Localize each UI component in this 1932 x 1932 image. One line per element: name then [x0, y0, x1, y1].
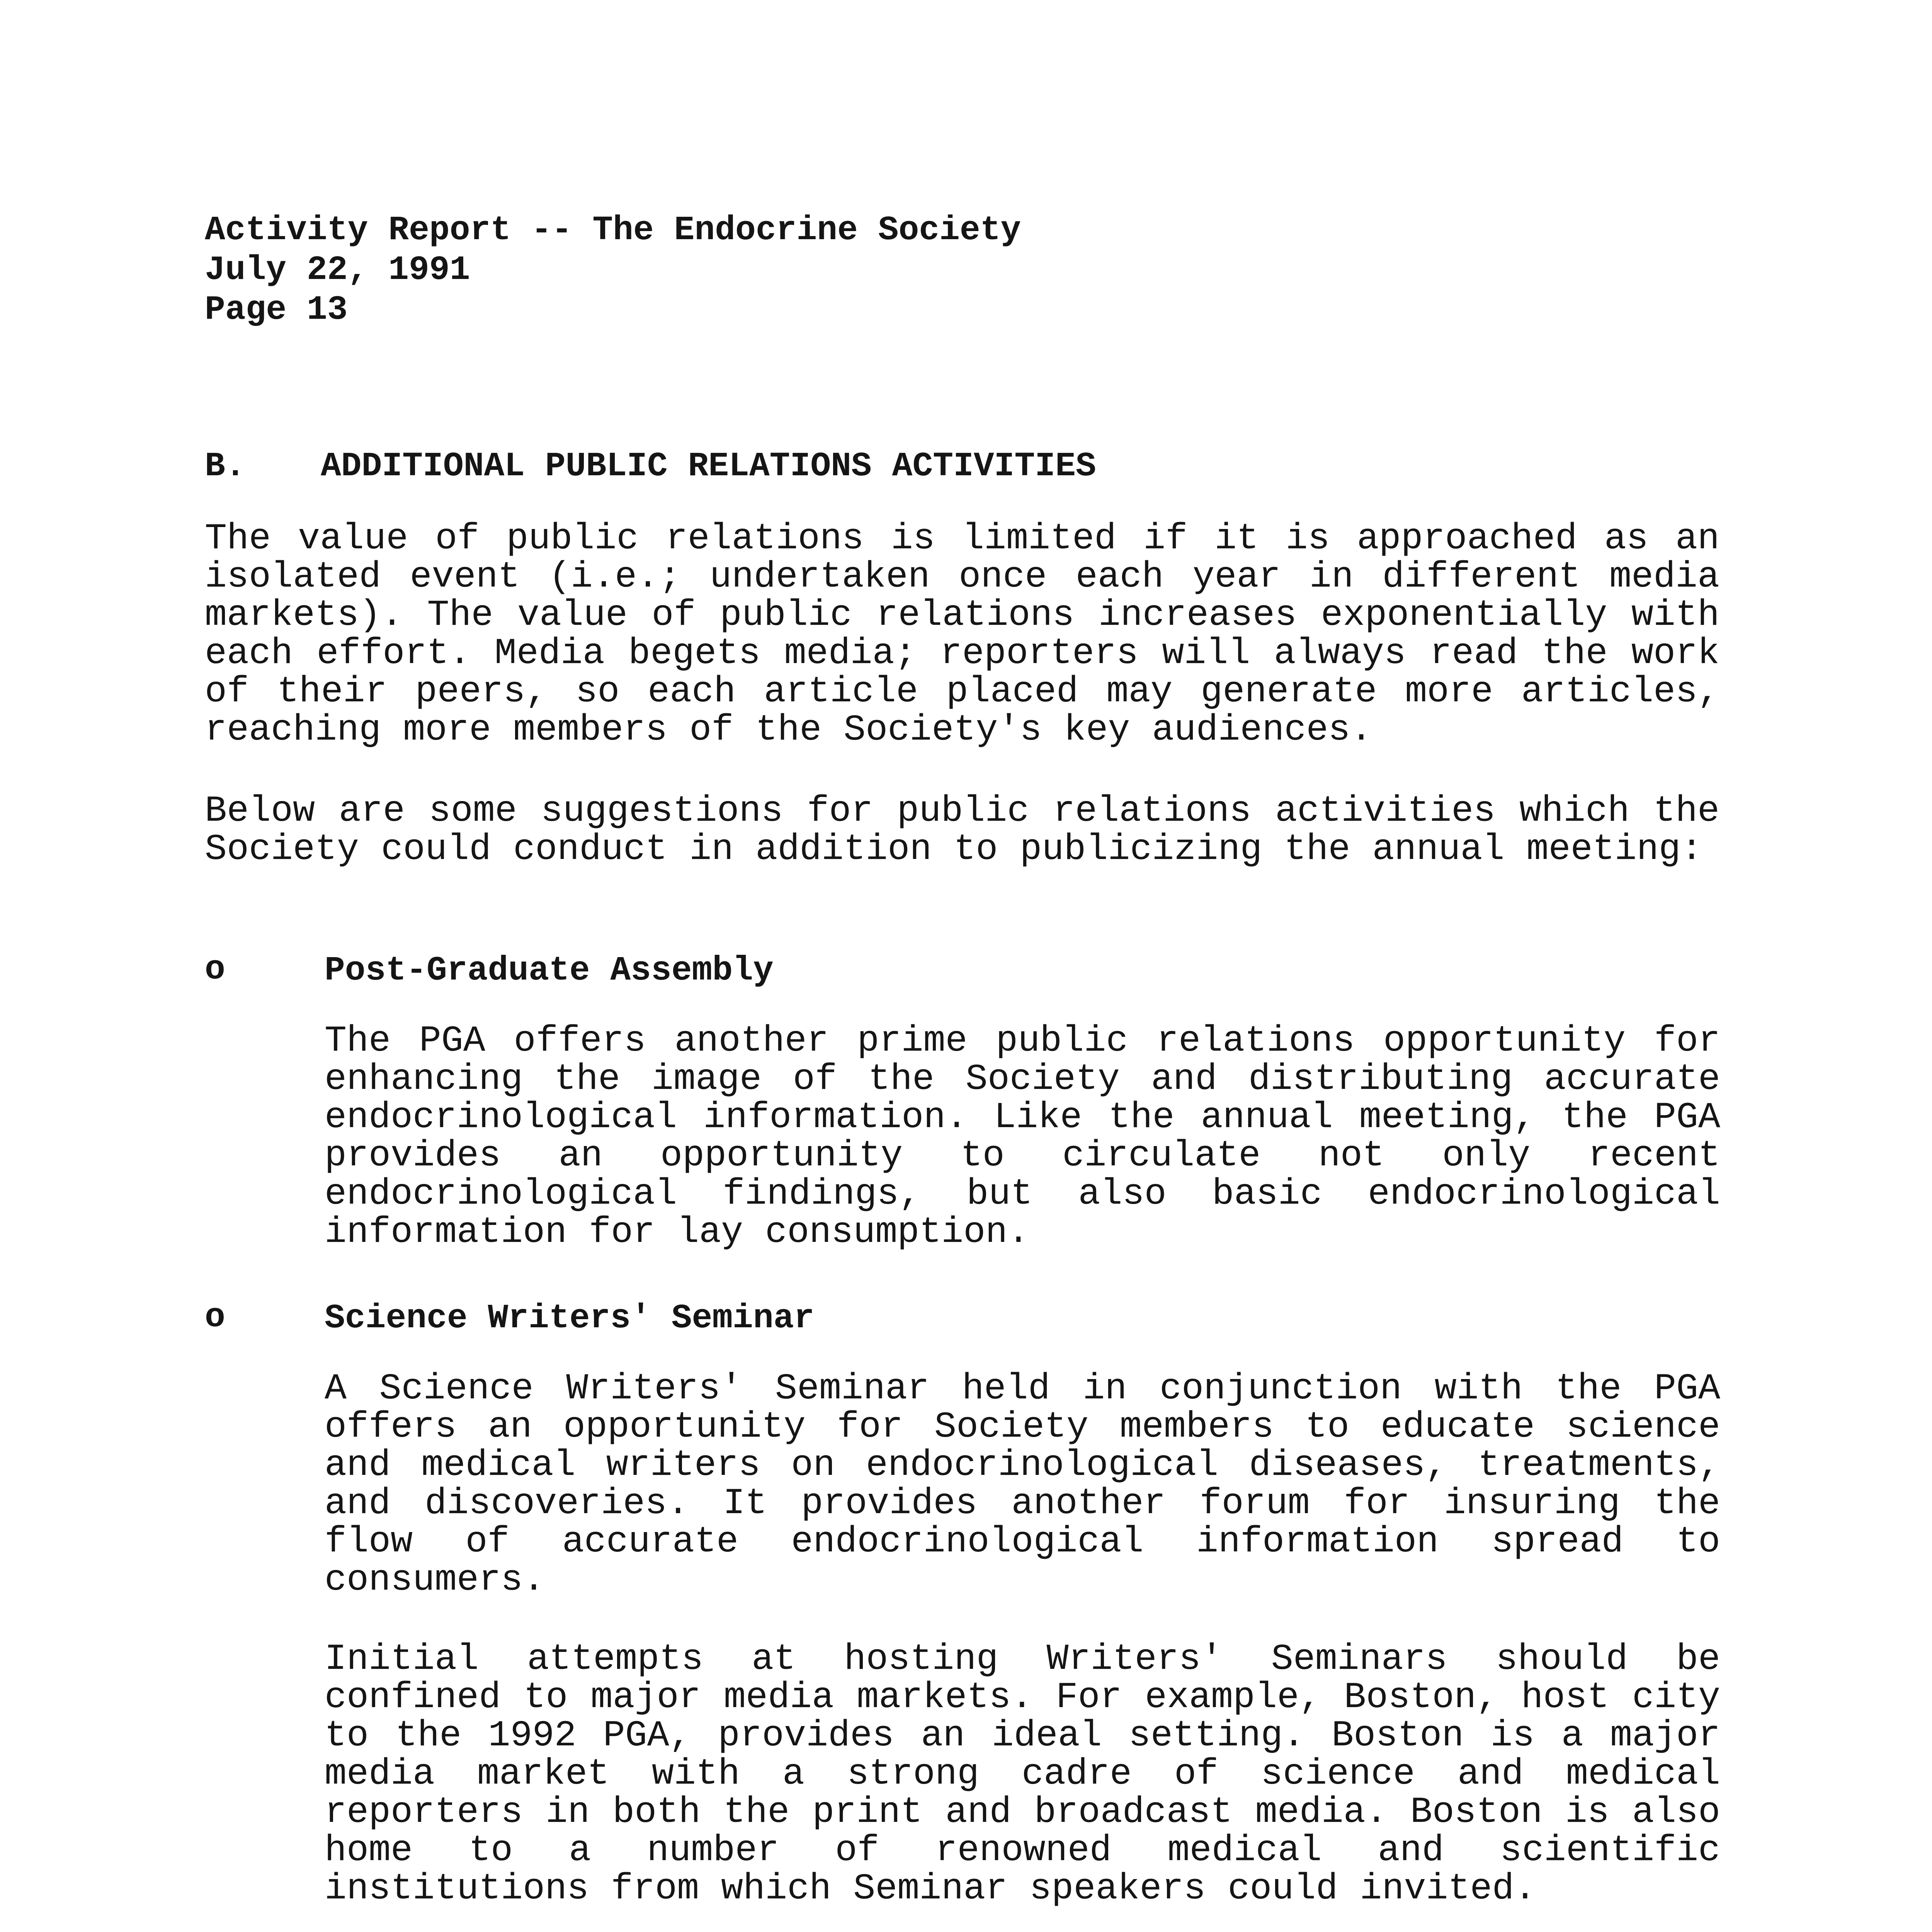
- header-title: Activity Report -- The Endocrine Society: [205, 211, 1021, 250]
- section-letter: B.: [205, 447, 246, 486]
- item-paragraph: Initial attempts at hosting Writers' Seminars should be confined to major media markets. For example, Boston, host city to the 1992 PGA, provides an ideal setting. Boston is a major media market with a strong cadre of science and medical reporters in both the print and broadcast media. Boston is also home to a number of renowned medical and scientific institutions from which Seminar speakers could invited.: [325, 1638, 1720, 1910]
- item-title-science-writers-seminar: Science Writers' Seminar: [325, 1299, 815, 1338]
- section-heading: [205, 447, 1096, 486]
- intro-paragraph-2: Below are some suggestions for public relations activities which the Society could conduct in addition to publicizing the annual meeting:: [205, 790, 1719, 870]
- section-title: ADDITIONAL PUBLIC RELATIONS ACTIVITIES: [321, 447, 1096, 486]
- intro-paragraph-1: The value of public relations is limited if it is approached as an isolated event (i.e.; undertaken once each year in different media markets). The value of public relations increases exponentially with each effort. Media begets media; reporters will always read the work of their peers, so each article placed may generate more articles, reaching more members of the Society's key audiences.: [205, 518, 1719, 751]
- bullet-marker: o: [205, 1298, 225, 1337]
- item-title-post-graduate-assembly: Post-Graduate Assembly: [325, 952, 774, 990]
- bullet-marker: o: [205, 951, 225, 989]
- item-paragraph: The PGA offers another prime public relations opportunity for enhancing the image of the Society and distributing accurate endocrinological information. Like the annual meeting, the PGA provides an opportunity to circulate not only recent endocrinological findings, but also basic endocrinological information for lay consumption.: [325, 1020, 1720, 1253]
- report-header: [205, 211, 1021, 330]
- item-paragraph: A Science Writers' Seminar held in conjunction with the PGA offers an opportunity for Society members to educate science and medical writers on endocrinological diseases, treatments, and discoveries. It provides another forum for insuring the flow of accurate endocrinological information spread to consumers.: [325, 1368, 1720, 1601]
- header-page-number: Page 13: [205, 291, 348, 329]
- header-date: July 22, 1991: [205, 251, 470, 289]
